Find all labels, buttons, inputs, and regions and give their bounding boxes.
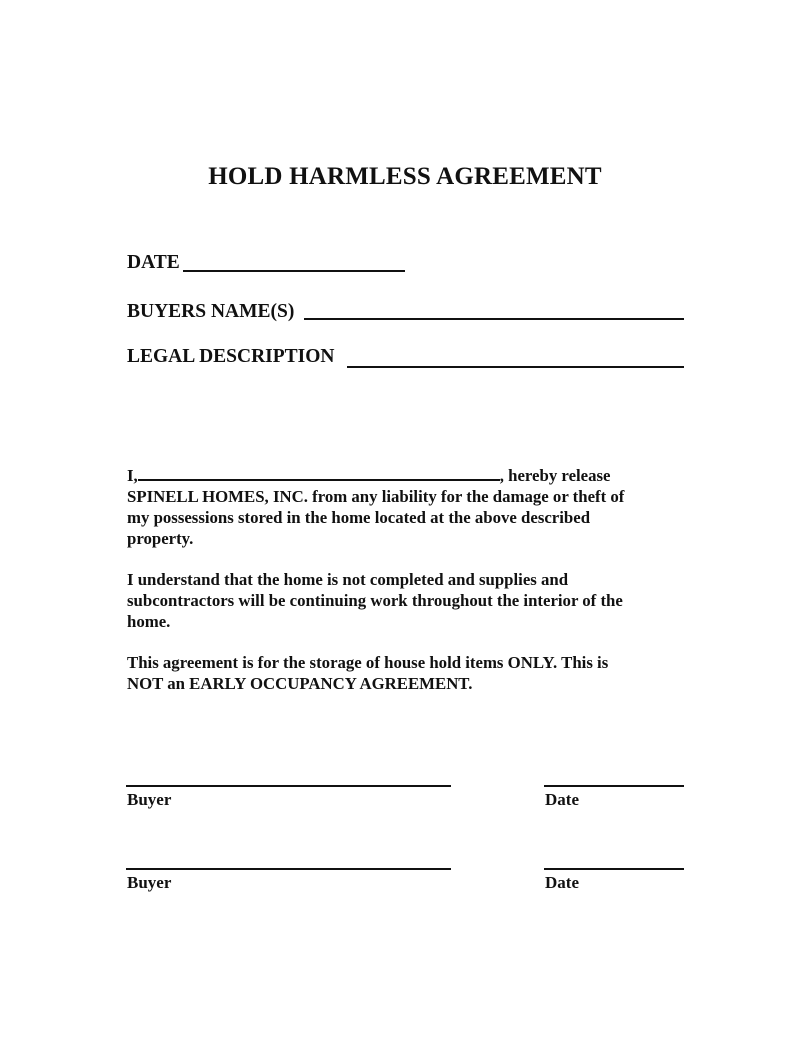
date-field-label: DATE — [127, 252, 180, 273]
date-label-1: Date — [545, 790, 579, 809]
buyer-signature-line-1[interactable] — [126, 785, 451, 787]
storage-line-1: This agreement is for the storage of house hold items ONLY. This is — [127, 653, 609, 672]
understand-line-2: subcontractors will be continuing work throughout the interior of the — [127, 591, 623, 610]
releasor-name-blank[interactable] — [138, 465, 500, 481]
buyer-label-1: Buyer — [127, 790, 172, 809]
storage-line-2: NOT an EARLY OCCUPANCY AGREEMENT. — [127, 674, 473, 693]
legal-description-field-label: LEGAL DESCRIPTION — [127, 346, 335, 367]
date-signature-line-2[interactable] — [544, 868, 684, 870]
buyer-label-2: Buyer — [127, 873, 172, 892]
release-line-3: my possessions stored in the home located at the above described — [127, 508, 591, 527]
understand-line-1: I understand that the home is not completed and supplies and — [127, 570, 569, 589]
release-prefix: I, — [127, 466, 138, 485]
document-title: HOLD HARMLESS AGREEMENT — [208, 163, 602, 190]
legal-description-field-line[interactable] — [347, 366, 684, 368]
understand-line-3: home. — [127, 612, 171, 631]
buyers-name-field-label: BUYERS NAME(S) — [127, 301, 295, 322]
date-label-2: Date — [545, 873, 579, 892]
release-paragraph — [127, 465, 687, 549]
buyers-name-field-line[interactable] — [304, 318, 684, 320]
release-line-2: SPINELL HOMES, INC. from any liability for the damage or theft of — [127, 487, 625, 506]
date-signature-line-1[interactable] — [544, 785, 684, 787]
release-line-4: property. — [127, 529, 194, 548]
date-field-line[interactable] — [183, 270, 405, 272]
release-suffix: , hereby release — [499, 466, 611, 485]
understand-paragraph — [127, 569, 687, 632]
storage-paragraph — [127, 652, 687, 694]
buyer-signature-line-2[interactable] — [126, 868, 451, 870]
